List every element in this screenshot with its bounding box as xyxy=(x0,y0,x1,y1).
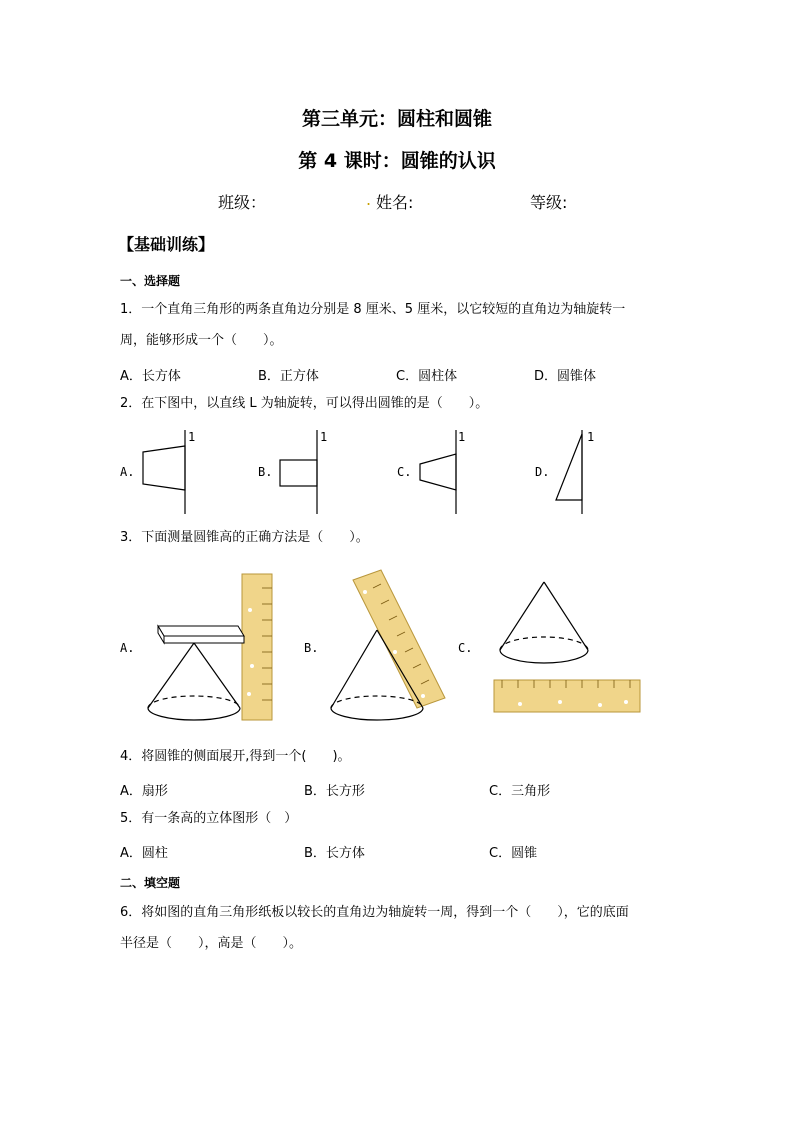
q2-axis-label-b: 1 xyxy=(320,430,328,444)
question-2-text: 2．在下图中，以直线 L 为轴旋转，可以得出圆锥的是（ ）。 xyxy=(120,396,489,411)
question-3-text: 3．下面测量圆锥高的正确方法是（ ）。 xyxy=(120,530,369,545)
q3-figure-a xyxy=(140,570,280,730)
q2-label-c: C. xyxy=(397,465,412,479)
q2-axis-label-a: 1 xyxy=(188,430,196,444)
unit-title: 第三单元：圆柱和圆锥 xyxy=(301,108,492,130)
question-4-text: 4．将圆锥的侧面展开,得到一个( )。 xyxy=(120,749,351,764)
q1-option-b: B．正方体 xyxy=(258,369,319,384)
q3-figure-c xyxy=(490,578,645,718)
question-5-text: 5．有一条高的立体图形（ ） xyxy=(120,811,298,826)
q2-axis-label-d: 1 xyxy=(587,430,595,444)
q2-label-b: B. xyxy=(258,465,273,479)
grade-label: 等级: xyxy=(530,193,568,212)
question-6-line-1: 6．将如图的直角三角形纸板以较长的直角边为轴旋转一周，得到一个（ ），它的底面 xyxy=(120,905,629,920)
q4-option-c: C．三角形 xyxy=(489,784,551,799)
q4-option-b: B．长方形 xyxy=(304,784,365,799)
question-6-line-2: 半径是（ ），高是（ ）。 xyxy=(120,936,303,951)
separator-dot: . xyxy=(366,190,372,209)
name-label: 姓名: xyxy=(376,193,414,212)
q2-label-d: D. xyxy=(535,465,550,479)
q5-option-c: C．圆锥 xyxy=(489,846,538,861)
q3-label-a: A. xyxy=(120,641,135,655)
part-two-heading: 二、填空题 xyxy=(120,876,181,890)
q2-axis-label-c: 1 xyxy=(458,430,466,444)
question-1-line-1: 1．一个直角三角形的两条直角边分别是 8 厘米、5 厘米，以它较短的直角边为轴旋转一 xyxy=(120,302,626,317)
q1-option-c: C．圆柱体 xyxy=(396,369,458,384)
q2-label-a: A. xyxy=(120,465,135,479)
section-heading: 【基础训练】 xyxy=(118,235,215,254)
part-one-heading: 一、选择题 xyxy=(120,274,181,288)
q2-figure-b xyxy=(275,428,345,518)
q3-label-b: B. xyxy=(304,641,319,655)
class-label: 班级： xyxy=(218,193,267,212)
q5-option-a: A．圆柱 xyxy=(120,846,168,861)
q5-option-b: B．长方体 xyxy=(304,846,365,861)
q2-figure-c xyxy=(412,428,482,518)
question-1-line-2: 周，能够形成一个（ ）。 xyxy=(120,333,283,348)
q3-figure-b xyxy=(325,568,455,728)
q4-option-a: A．扇形 xyxy=(120,784,168,799)
q3-label-c: C. xyxy=(458,641,473,655)
q1-option-a: A．长方体 xyxy=(120,369,181,384)
q1-option-d: D．圆锥体 xyxy=(534,369,597,384)
lesson-title: 第 4 课时：圆锥的认识 xyxy=(298,150,496,172)
